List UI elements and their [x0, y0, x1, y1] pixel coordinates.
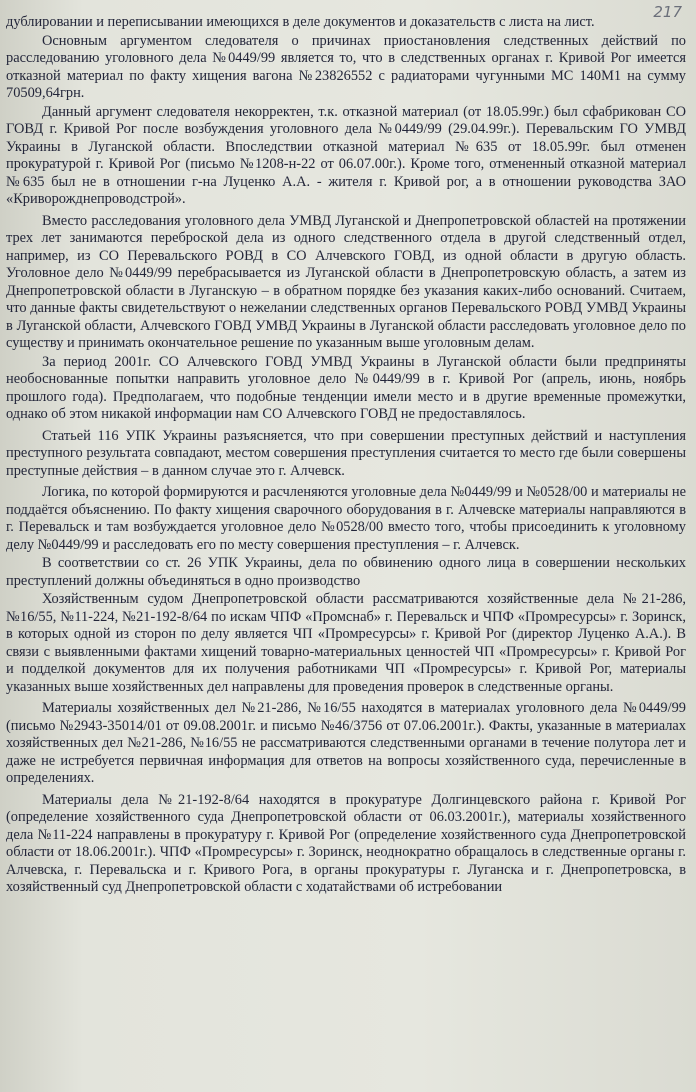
page-number: 217 — [653, 3, 682, 21]
paragraph-6: Статьей 116 УПК Украины разъясняется, что при совершении преступных действий и наступления преступного результата совпадают, местом совершения преступления считается то место где были совершены преступные действия – в данном случае это г. Алчевск. — [6, 427, 686, 479]
paragraph-5: За период 2001г. СО Алчевского ГОВД УМВД Украины в Луганской области были предприняты необоснованные попытки направить уголовное дело №0449/99 в г. Кривой Рог (апрель, июнь, ноябрь прошлого года). Предполагаем, что подобные тенденции имели место и в другие временные промежутки, однако об этом никакой информации нам СО Алчевского ГОВД не предоставлялось. — [6, 353, 686, 422]
paragraph-3: Данный аргумент следователя некорректен, т.к. отказной материал (от 18.05.99г.) был сфабрикован СО ГОВД г. Кривой Рог после возбуждения уголовного дела №0449/99 (29.04.99г.). Перевальским ГО УМВД Украины в Луганской области. Впоследствии отказной материал №635 от 18.05.99г. был отменен прокуратурой г. Кривой Рог (письмо №1208-н-22 от 06.07.00г.). Кроме того, отмененный отказной материал №635 был не в отношении г-на Луценко А.А. - жителя г. Кривой рог, а в отношении руководства ЗАО «Криворожднепроводстрой». — [6, 103, 686, 207]
paragraph-1: дублировании и переписывании имеющихся в деле документов и доказательств с листа на лист. — [6, 14, 595, 30]
paragraph-2: Основным аргументом следователя о причинах приостановления следственных действий по расследованию уголовного дела №0449/99 является то, что в следственных органах г. Кривой Рог имеется отказной материал по факту хищения вагона №23826552 с радиаторами чугунными МС 140М1 на сумму 70509,64грн. — [6, 32, 686, 101]
paragraph-7: Логика, по которой формируются и расчленяются уголовные дела №0449/99 и №0528/00 и материалы не поддаётся объяснению. По факту хищения сварочного оборудования в г. Алчевске материалы направляются в г. Перевальск и там возбуждается уголовное дело №0528/00 вместо того, чтобы присоединить к уголовному делу №0449/99 и расследовать его по месту совершения преступления – г. Алчевск. — [6, 484, 686, 553]
paragraph-11: Материалы дела №21-192-8/64 находятся в прокуратуре Долгинцевского района г. Кривой Рог (определение хозяйственного суда Днепропетровской области от 06.03.2001г.), материалы хозяйственного дела №11-224 направлены в прокуратуру г. Кривой Рог (определение хозяйственного суда Днепропетровской области от 18.06.2001г.). ЧПФ «Промресурсы» г. Зоринск, неоднократно обращалось в следственные органы г. Алчевска, г. Перевальска и г. Кривого Рога, в органы прокуратуры г. Луганска и г. Днепропетровска, в хозяйственный суд Днепропетровской области с ходатайствами об истребовании — [6, 791, 686, 895]
paragraph-9: Хозяйственным судом Днепропетровской области рассматриваются хозяйственные дела №21-286, №16/55, №11-224, №21-192-8/64 по искам ЧПФ «Промснаб» г. Перевальск и ЧПФ «Промресурсы» г. Зоринск, в которых одной из сторон по делу является ЧП «Промресурсы» г. Кривой Рог (директор Луценко А.А.). В связи с выявленными фактами хищений товарно-материальных ценностей ЧП «Промресурсы» г. Кривой Рог и подделкой документов для их получения работниками ЧП «Промресурсы» г. Кривой Рог, материалы указанных выше хозяйственных дел направлены для проведения проверок в следственные органы. — [6, 591, 686, 695]
paragraph-4: Вместо расследования уголовного дела УМВД Луганской и Днепропетровской областей на протяжении трех лет занимаются переброской дела из одного следственного отдела в другой следственный отдел, например, из СО Перевальского РОВД в СО Алчевского ГОВД, из одной области в другую область. Уголовное дело №0449/99 перебрасывается из Луганской области в Днепропетровскую область, а затем из Днепропетровской области в Луганскую – в обратном порядке без указания каких-либо оснований. Считаем, что данные факты свидетельствуют о нежелании следственных органов Перевальского РОВД УМВД Украины в Луганской области, Алчевского ГОВД УМВД Украины в Луганской области расследовать уголовное дело по существу и принимать окончательное решение по указанным выше уголовным делам. — [6, 212, 686, 351]
paragraph-10: Материалы хозяйственных дел №21-286, №16/55 находятся в материалах уголовного дела №0449/99 (письмо №2943-35014/01 от 09.08.2001г. и письмо №46/3756 от 07.06.2001г.). Факты, указанные в материалах хозяйственных дел №21-286, №16/55 не рассматриваются следственными органами в течение полутора лет и даже не истребуется первичная информация для ответов на вопросы хозяйственного суда, перечисленные в определениях. — [6, 700, 686, 786]
paragraph-8: В соответствии со ст. 26 УПК Украины, дела по обвинению одного лица в совершении нескольких преступлений должны объединяться в одно производство — [6, 555, 686, 589]
